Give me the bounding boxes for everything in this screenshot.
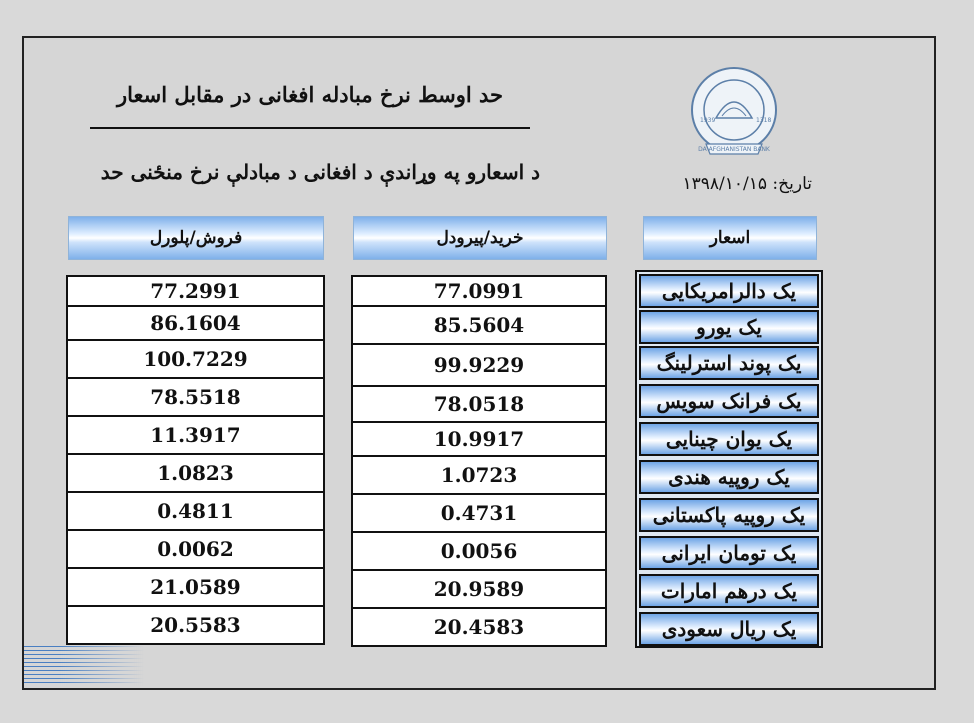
sell-cell: 100.7229 bbox=[66, 339, 325, 379]
logo-year-left: 1939 bbox=[700, 117, 716, 124]
date-label: تاریخ: ۱۳۹۸/۱۰/۱۵ bbox=[682, 174, 812, 194]
currency-column bbox=[635, 270, 823, 648]
buy-cell: 1.0723 bbox=[351, 455, 607, 495]
title-underline bbox=[90, 127, 530, 129]
sell-cell: 20.5583 bbox=[66, 605, 325, 645]
sell-cell: 86.1604 bbox=[66, 305, 325, 341]
buy-cell: 0.4731 bbox=[351, 493, 607, 533]
buy-column bbox=[351, 275, 607, 647]
currency-cell: یک فرانک سویس bbox=[639, 384, 819, 418]
page-subtitle: د اسعارو په وړاندې د افغانی د مبادلې نرخ منځنی حد bbox=[100, 160, 540, 184]
sell-column bbox=[66, 275, 325, 645]
buy-cell: 0.0056 bbox=[351, 531, 607, 571]
currency-cell: یک یورو bbox=[639, 310, 819, 344]
logo-text: DA AFGHANISTAN BANK bbox=[698, 146, 770, 153]
currency-cell: یک پوند استرلینگ bbox=[639, 346, 819, 380]
sell-cell: 78.5518 bbox=[66, 377, 325, 417]
currency-cell: یک ریال سعودی bbox=[639, 612, 819, 646]
header-sell: فروش/پلورل bbox=[68, 216, 324, 260]
buy-cell: 78.0518 bbox=[351, 385, 607, 423]
buy-cell: 20.4583 bbox=[351, 607, 607, 647]
sell-cell: 0.0062 bbox=[66, 529, 325, 569]
header-currency: اسعار bbox=[643, 216, 817, 260]
bank-logo-icon bbox=[686, 66, 782, 162]
sell-cell: 0.4811 bbox=[66, 491, 325, 531]
currency-cell: یک درهم امارات bbox=[639, 574, 819, 608]
buy-cell: 10.9917 bbox=[351, 421, 607, 457]
header-buy: خرید/پیرودل bbox=[353, 216, 607, 260]
currency-cell: یک تومان ایرانی bbox=[639, 536, 819, 570]
sell-cell: 21.0589 bbox=[66, 567, 325, 607]
buy-cell: 20.9589 bbox=[351, 569, 607, 609]
sell-cell: 1.0823 bbox=[66, 453, 325, 493]
page-title: حد اوسط نرخ مبادله افغانی در مقابل اسعار bbox=[116, 82, 504, 107]
logo-year-right: 1318 bbox=[756, 117, 772, 124]
currency-cell: یک دالرامریکایی bbox=[639, 274, 819, 308]
sell-cell: 77.2991 bbox=[66, 275, 325, 307]
buy-cell: 99.9229 bbox=[351, 343, 607, 387]
buy-cell: 85.5604 bbox=[351, 305, 607, 345]
buy-cell: 77.0991 bbox=[351, 275, 607, 307]
currency-cell: یک روپیه پاکستانی bbox=[639, 498, 819, 532]
sell-cell: 11.3917 bbox=[66, 415, 325, 455]
currency-cell: یک روپیه هندی bbox=[639, 460, 819, 494]
decorative-stripes bbox=[24, 646, 144, 686]
currency-cell: یک یوان چینایی bbox=[639, 422, 819, 456]
